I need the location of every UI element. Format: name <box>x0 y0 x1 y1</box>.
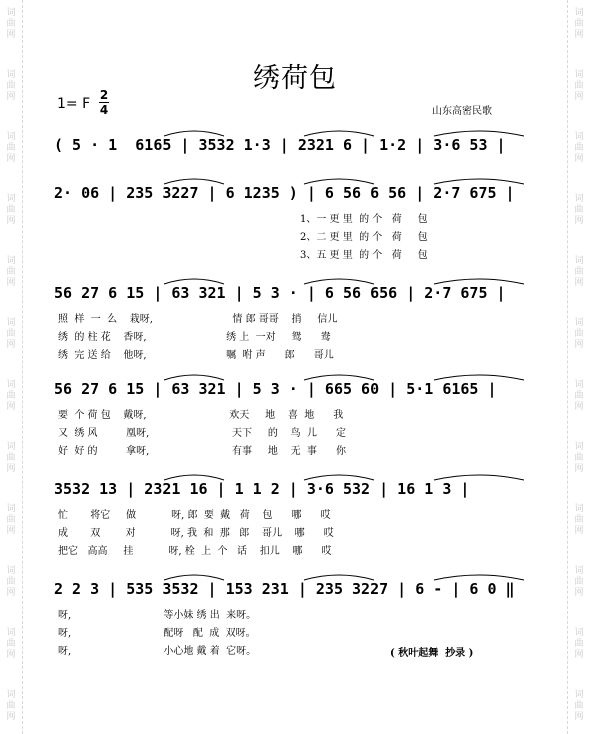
key-signature: 1= F <box>57 96 91 112</box>
watermark-left-3: 词曲网 <box>6 194 16 226</box>
staff-line-0: ( 5 · 1 6165 | 3532 1·3 | 2321 6 | 1·2 | 3·6 53 | <box>54 136 506 154</box>
watermark-right-6: 词曲网 <box>574 380 584 412</box>
lyric-line-1-2: 3、五 更 里 的 个 荷 包 <box>300 250 428 261</box>
lyric-line-5-1: 呀, 配呀 配 成 双呀。 <box>58 628 256 639</box>
lyric-line-5-2: 呀, 小心地 戴 着 它呀。 <box>58 646 257 657</box>
staff-line-5: 2 2 3 | 535 3532 | 153 231 | 235 3227 | 6 - | 6 0 ‖ <box>54 580 515 598</box>
watermark-right-0: 词曲网 <box>574 8 584 40</box>
lyric-line-2-1: 绣 的 柱 花 香呀, 绣 上 一对 鸳 鸯 <box>58 332 331 343</box>
watermark-left-7: 词曲网 <box>6 442 16 474</box>
watermark-left-9: 词曲网 <box>6 566 16 598</box>
song-source: 山东高密民歌 <box>432 106 492 117</box>
watermark-right-3: 词曲网 <box>574 194 584 226</box>
watermark-right-2: 词曲网 <box>574 132 584 164</box>
lyric-line-3-2: 好 好 的 拿呀, 有事 地 无 事 你 <box>58 446 347 457</box>
watermark-left-8: 词曲网 <box>6 504 16 536</box>
watermark-left-5: 词曲网 <box>6 318 16 350</box>
watermark-right-8: 词曲网 <box>574 504 584 536</box>
page-title: 绣荷包 <box>253 63 337 94</box>
left-watermark-strip <box>0 0 23 734</box>
lyric-line-4-2: 把它 高高 挂 呀, 栓 上 个 话 扣儿 哪 哎 <box>58 546 332 557</box>
transcriber-credit: ( 秋叶起舞 抄录 ) <box>390 648 474 659</box>
watermark-left-11: 词曲网 <box>6 690 16 722</box>
watermark-left-4: 词曲网 <box>6 256 16 288</box>
watermark-left-1: 词曲网 <box>6 70 16 102</box>
time-signature-bottom: 4 <box>99 103 109 117</box>
right-watermark-strip <box>567 0 590 734</box>
lyric-line-3-0: 要 个 荷 包 戴呀, 欢天 地 喜 地 我 <box>58 410 344 421</box>
staff-line-4: 3532 13 | 2321 16 | 1 1 2 | 3·6 532 | 16 1 3 | <box>54 480 470 498</box>
lyric-line-5-0: 呀, 等小妹 绣 出 来呀。 <box>58 610 257 621</box>
staff-line-3: 56 27 6 15 | 63 321 | 5 3 · | 665 60 | 5·1 6165 | <box>54 380 497 398</box>
staff-line-1: 2· 06 | 235 3227 | 6 1235 ) | 6 56 6 56 | 2·7 675 | <box>54 184 515 202</box>
watermark-left-10: 词曲网 <box>6 628 16 660</box>
watermark-right-7: 词曲网 <box>574 442 584 474</box>
watermark-right-5: 词曲网 <box>574 318 584 350</box>
lyric-line-1-0: 1、一 更 里 的 个 荷 包 <box>300 214 428 225</box>
watermark-left-6: 词曲网 <box>6 380 16 412</box>
lyric-line-4-1: 成 双 对 呀, 我 和 那 郎 哥儿 哪 哎 <box>58 528 334 539</box>
watermark-left-0: 词曲网 <box>6 8 16 40</box>
watermark-left-2: 词曲网 <box>6 132 16 164</box>
lyric-line-4-0: 忙 将它 做 呀, 郎 要 戴 荷 包 哪 哎 <box>58 510 331 521</box>
watermark-right-1: 词曲网 <box>574 70 584 102</box>
time-signature-top: 2 <box>99 88 109 102</box>
watermark-right-4: 词曲网 <box>574 256 584 288</box>
lyric-line-3-1: 又 绣 风 凰呀, 天下 的 鸟 儿 定 <box>58 428 347 439</box>
lyric-line-2-0: 照 样 一 么 栽呀, 情 郎 哥哥 捎 信儿 <box>58 314 338 325</box>
watermark-right-10: 词曲网 <box>574 628 584 660</box>
lyric-line-1-1: 2、二 更 里 的 个 荷 包 <box>300 232 428 243</box>
lyric-line-2-2: 绣 完 送 给 他呀, 嘱 咐 声 郎 哥儿 <box>58 350 334 361</box>
watermark-right-11: 词曲网 <box>574 690 584 722</box>
time-signature <box>98 88 110 117</box>
watermark-right-9: 词曲网 <box>574 566 584 598</box>
staff-line-2: 56 27 6 15 | 63 321 | 5 3 · | 6 56 656 | 2·7 675 | <box>54 284 506 302</box>
